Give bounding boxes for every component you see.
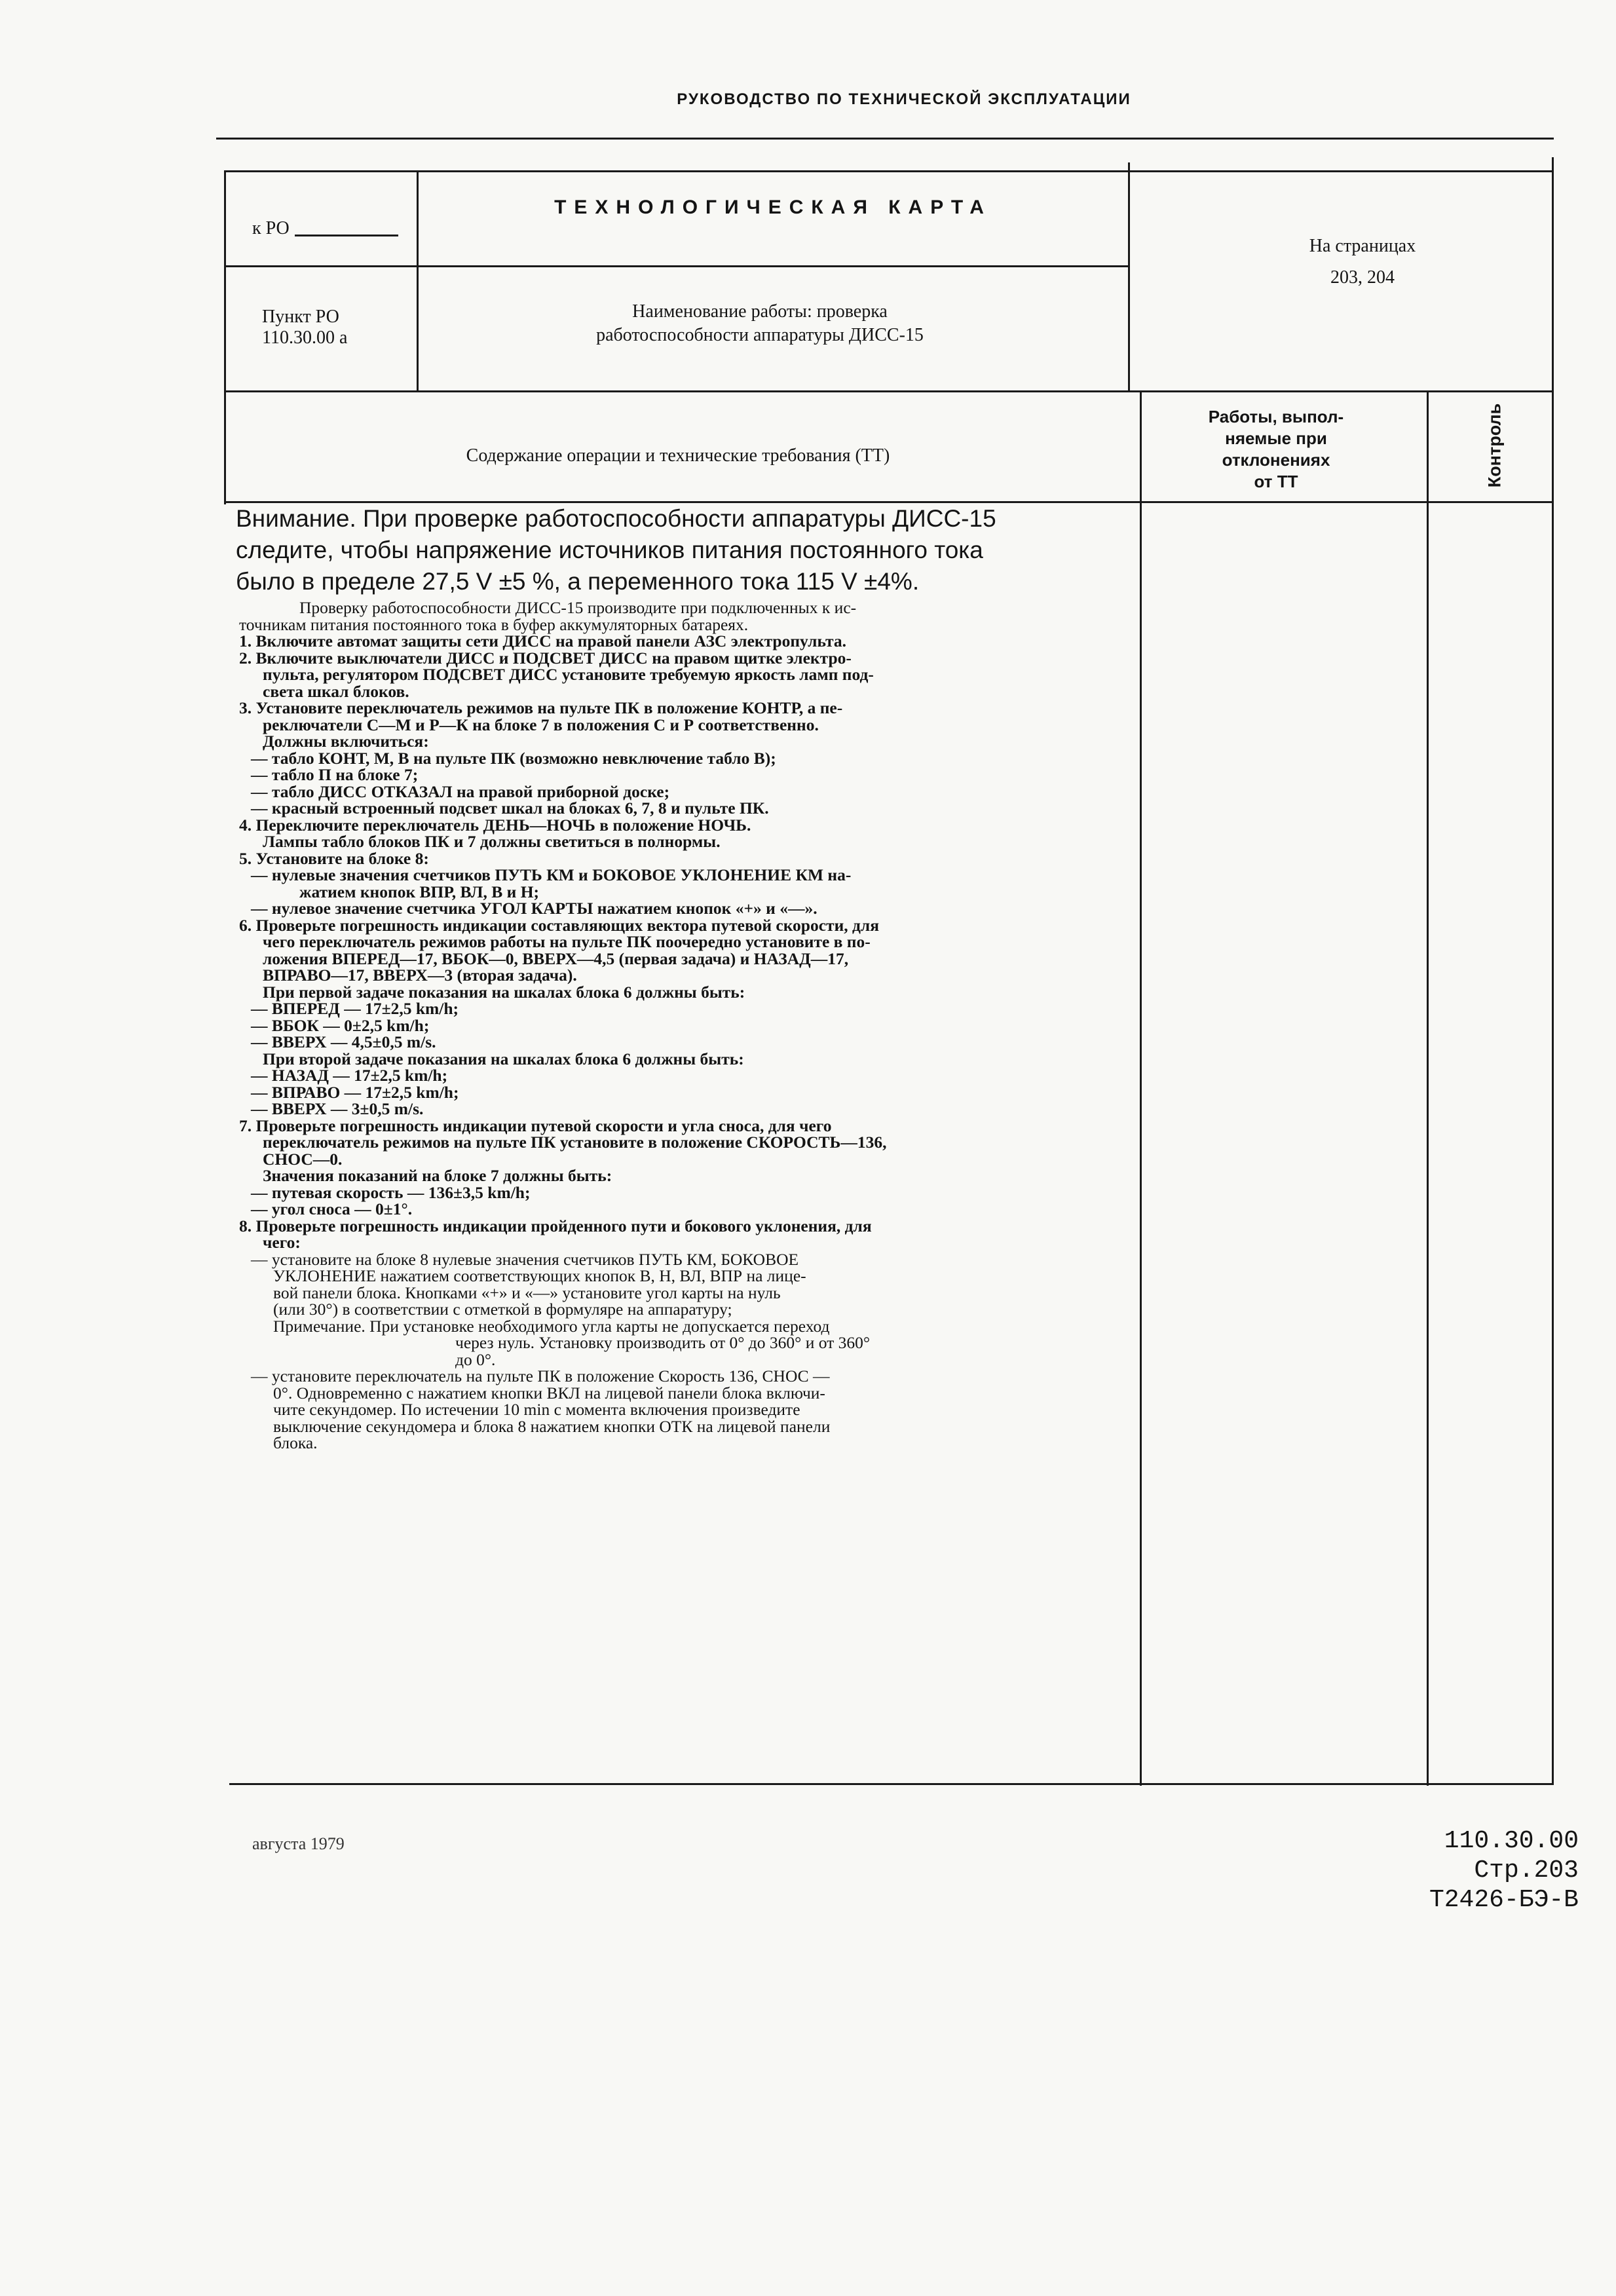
body-line: 1. Включите автомат защиты сети ДИСС на правой панели АЗС электропульта. [239, 631, 846, 650]
body-line: Примечание. При установке необходимого угла карты не допускается переход [273, 1316, 830, 1336]
attention-note [236, 503, 1140, 597]
body-line: Значения показаний на блоке 7 должны быть: [263, 1166, 612, 1185]
body-line: 5. Установите на блоке 8: [239, 848, 429, 868]
body-line: пульта, регулятором ПОДСВЕТ ДИСС установите требуемую яркость ламп под- [263, 665, 874, 684]
column-header-control [1475, 393, 1514, 498]
column-header-deviations-line-1: Работы, выпол- [1208, 407, 1344, 426]
body-line: ВПРАВО—17, ВВЕРХ—3 (вторая задача). [263, 966, 577, 985]
point-ro [262, 307, 347, 348]
attention-line-2: следите, чтобы напряжение источников питания постоянного тока [236, 536, 983, 563]
body-line: выключение секундомера и блока 8 нажатием кнопки ОТК на лицевой панели [273, 1416, 831, 1436]
header-bottom-rule [224, 390, 1554, 392]
body-line: — нулевые значения счетчиков ПУТЬ КМ и БОКОВОЕ УКЛОНЕНИЕ КМ на- [251, 865, 852, 884]
body-line: Проверку работоспособности ДИСС-15 производите при подключенных к ис- [299, 598, 857, 617]
body-line: — нулевое значение счетчика УГОЛ КАРТЫ нажатием кнопок «+» и «—». [251, 899, 817, 918]
body-line: Должны включиться: [263, 732, 429, 751]
body-line: — табло П на блоке 7; [251, 765, 419, 784]
column-header-control-text: Контроль [1484, 403, 1505, 488]
footer-date: августа 1979 [252, 1834, 345, 1853]
column-header-deviations-line-3: отклонениях [1222, 450, 1330, 470]
body-line: — ВПЕРЕД — 17±2,5 km/h; [251, 999, 459, 1018]
running-header: РУКОВОДСТВО ПО ТЕХНИЧЕСКОЙ ЭКСПЛУАТАЦИИ [677, 90, 1131, 108]
point-ro-value: 110.30.00 а [262, 328, 348, 348]
document-number: Т2426-БЭ-В [1429, 1886, 1579, 1914]
body-line: УКЛОНЕНИЕ нажатием соответствующих кнопок В, Н, ВЛ, ВПР на лице- [273, 1266, 806, 1285]
frame-col-divider-1 [417, 170, 419, 392]
body-line: Лампы табло блоков ПК и 7 должны светиться в полнормы. [263, 832, 721, 851]
body-line: через нуль. Установку производить от 0° до 360° и от 360° [455, 1333, 871, 1352]
ref-ro-label: к РО [252, 218, 290, 238]
on-pages-value: 203, 204 [1330, 267, 1395, 288]
body-line: — табло КОНТ, М, В на пульте ПК (возможно невключение табло В); [251, 748, 776, 768]
body-line: — установите переключатель на пульте ПК в положение Скорость 136, СНОС — [251, 1366, 830, 1385]
body-line: блока. [273, 1433, 318, 1452]
on-pages-label: На страницах [1309, 236, 1416, 256]
body-line: 6. Проверьте погрешность индикации составляющих вектора путевой скорости, для [239, 915, 880, 935]
body-line: вой панели блока. Кнопками «+» и «—» установите угол карты на нуль [273, 1283, 781, 1302]
document-code: 110.30.00 [1444, 1827, 1579, 1855]
body-line: 2. Включите выключатели ДИСС и ПОДСВЕТ ДИСС на правом щитке электро- [239, 648, 852, 668]
body-line: — установите на блоке 8 нулевые значения счетчиков ПУТЬ КМ, БОКОВОЕ [251, 1249, 799, 1269]
title-bottom-rule [224, 265, 1130, 267]
body-line: 8. Проверьте погрешность индикации пройденного пути и бокового уклонения, для [239, 1216, 872, 1235]
body-line: При первой задаче показания на шкалах блока 6 должны быть: [263, 982, 745, 1002]
header-rule [216, 138, 1554, 140]
page-number: Стр.203 [1474, 1856, 1579, 1885]
body-line: — ВВЕРХ — 3±0,5 m/s. [251, 1099, 424, 1118]
frame-left [224, 170, 226, 504]
body-line: чего: [263, 1233, 301, 1252]
operations-body [239, 599, 1133, 1452]
body-line: При второй задаче показания на шкалах блока 6 должны быть: [263, 1049, 744, 1068]
body-line: 7. Проверьте погрешность индикации путевой скорости и угла сноса, для чего [239, 1116, 832, 1135]
body-line: СНОС—0. [263, 1149, 343, 1169]
body-col-divider-1 [1140, 390, 1142, 1786]
body-line: точникам питания постоянного тока в буфер аккумуляторных батареях. [239, 614, 749, 634]
body-line: реключатели С—М и Р—К на блоке 7 в положения С и Р соответственно. [263, 715, 819, 734]
body-line: — ВПРАВО — 17±2,5 km/h; [251, 1082, 459, 1102]
body-line: жатием кнопок ВПР, ВЛ, В и Н; [299, 882, 540, 901]
body-line: света шкал блоков. [263, 681, 409, 701]
frame-right [1552, 157, 1554, 1785]
attention-line-1: Внимание. При проверке работоспособности аппаратуры ДИСС-15 [236, 505, 996, 532]
frame-col-divider-2 [1128, 162, 1130, 392]
body-line: — табло ДИСС ОТКАЗАЛ на правой приборной доске; [251, 781, 670, 801]
ref-ro-blank [295, 235, 398, 236]
column-header-deviations-line-4: от ТТ [1254, 472, 1298, 491]
attention-line-3: было в пределе 27,5 V ±5 %, а переменного тока 115 V ±4%. [236, 568, 920, 595]
body-bottom-rule [229, 1783, 1554, 1785]
card-title: ТЕХНОЛОГИЧЕСКАЯ КАРТА [554, 197, 992, 218]
work-name-line-2: работоспособности аппаратуры ДИСС-15 [596, 325, 924, 345]
body-col-divider-2 [1427, 390, 1429, 1786]
column-header-content: Содержание операции и технические требования (ТТ) [466, 445, 890, 466]
body-line: переключатель режимов на пульте ПК установите в положение СКОРОСТЬ—136, [263, 1133, 887, 1152]
body-line: ложения ВПЕРЕД—17, ВБОК—0, ВВЕРХ—4,5 (первая задача) и НАЗАД—17, [263, 949, 849, 968]
body-line: — путевая скорость — 136±3,5 km/h; [251, 1182, 531, 1202]
body-line: — ВВЕРХ — 4,5±0,5 m/s. [251, 1032, 436, 1051]
body-line: до 0°. [455, 1349, 496, 1369]
work-name-line-1: Наименование работы: проверка [632, 301, 888, 322]
document-code-block [1336, 1826, 1579, 1915]
column-header-deviations [1138, 406, 1414, 493]
point-ro-label: Пункт РО [262, 307, 339, 327]
body-line: (или 30°) в соответствии с отметкой в формуляре на аппаратуру; [273, 1300, 732, 1319]
frame-top [224, 170, 1554, 172]
work-name [459, 300, 1061, 347]
body-line: — угол сноса — 0±1°. [251, 1199, 413, 1218]
body-line: 3. Установите переключатель режимов на пульте ПК в положение КОНТР, а пе- [239, 698, 843, 717]
column-header-deviations-line-2: няемые при [1225, 428, 1327, 448]
body-line: 0°. Одновременно с нажатием кнопки ВКЛ на лицевой панели блока включи- [273, 1383, 825, 1402]
body-line: чите секундомер. По истечении 10 min с момента включения произведите [273, 1400, 800, 1419]
body-line: — красный встроенный подсвет шкал на блоках 6, 7, 8 и пульте ПК. [251, 799, 769, 818]
body-line: — ВБОК — 0±2,5 km/h; [251, 1015, 430, 1035]
body-line: чего переключатель режимов работы на пульте ПК поочередно установите в по- [263, 932, 871, 951]
body-line: 4. Переключите переключатель ДЕНЬ—НОЧЬ в положение НОЧЬ. [239, 815, 751, 835]
body-line: — НАЗАД — 17±2,5 km/h; [251, 1066, 448, 1085]
